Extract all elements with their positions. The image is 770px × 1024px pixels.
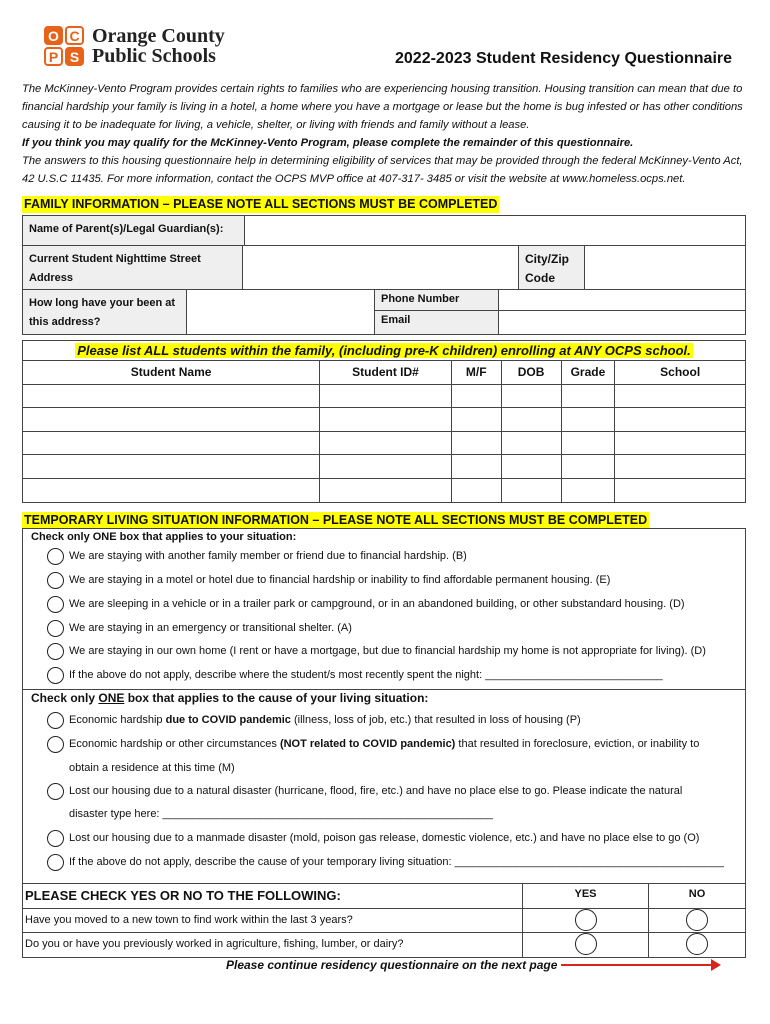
student-row[interactable] — [23, 408, 745, 432]
situation-option[interactable] — [47, 593, 685, 616]
arrow-right-icon — [561, 964, 719, 966]
option-label: We are staying in a motel or hotel due to financial hardship or inability to find affordable permanent housing. (E) — [69, 574, 611, 586]
option-label: Lost our housing due to a natural disaster (hurricane, flood, fire, etc.) and have no place else to go. Please indicate the natural — [69, 785, 683, 797]
option-label: Lost our housing due to a manmade disaster (mold, poison gas release, domestic violence, etc.) and have no place else to go (O) — [69, 832, 700, 844]
phone-email-labels — [375, 290, 499, 334]
students-banner-text: Please list ALL students within the family, (including pre-K children) enrolling at ANY OCPS school. — [77, 343, 691, 358]
logo-letter: C — [65, 26, 84, 45]
howlong-field[interactable] — [187, 290, 375, 334]
col-grade: Grade — [562, 361, 616, 384]
cause-option[interactable] — [47, 827, 699, 850]
cityzip-label: City/Zip Code — [519, 246, 585, 289]
logo-letter: S — [65, 47, 84, 66]
col-school: School — [660, 365, 701, 379]
radio-button[interactable] — [47, 596, 64, 613]
no-radio[interactable] — [686, 909, 708, 931]
no-radio[interactable] — [686, 933, 708, 955]
col-student-id: Student ID# — [320, 361, 452, 384]
yes-no-table — [22, 884, 746, 958]
logo-letter: P — [44, 47, 63, 66]
yes-cell — [523, 933, 649, 957]
phone-email-fields — [499, 290, 745, 334]
yes-no-header — [23, 884, 745, 909]
option-label: Economic hardship or other circumstances (NOT related to COVID pandemic) that resulted in foreclosure, eviction, or inability to — [69, 738, 700, 750]
cause-option[interactable] — [47, 851, 724, 874]
students-table — [22, 340, 746, 503]
intro-qualify-note: If you think you may qualify for the McKinney-Vento Program, please complete the remainder of this questionnaire. — [22, 137, 634, 149]
option-label: If the above do not apply, describe where the student/s most recently spent the night: _____________________________ — [69, 669, 663, 681]
guardian-field[interactable] — [245, 216, 745, 245]
radio-button[interactable] — [47, 830, 64, 847]
logo-line2: Public Schools — [92, 45, 216, 67]
address-label: Current Student Nighttime Street Address — [23, 246, 243, 289]
radio-button[interactable] — [47, 854, 64, 871]
situation-option[interactable] — [47, 569, 610, 592]
intro-paragraph: The McKinney-Vento Program provides certain rights to families who are experiencing housing transition. Housing transition can mean that due to financial hardship your family is living in a hotel, a home where you have a mortgage or lease but the home is bug infested or has other conditions causing it to be inadequate for living, a vehicle, shelter, or living with friends and family without a lease. — [22, 83, 743, 131]
cause-option[interactable] — [47, 709, 581, 732]
address-field[interactable] — [243, 246, 519, 289]
yes-radio[interactable] — [575, 933, 597, 955]
option-label: If the above do not apply, describe the cause of your temporary living situation: ____________________________________________ — [69, 856, 724, 868]
students-banner — [23, 341, 745, 361]
family-section-heading: FAMILY INFORMATION – PLEASE NOTE ALL SECTIONS MUST BE COMPLETED — [24, 197, 498, 211]
yes-no-question: Do you or have you previously worked in agriculture, fishing, lumber, or dairy? — [23, 933, 523, 957]
no-cell — [649, 909, 745, 932]
continue-note — [226, 958, 719, 972]
option-label: We are sleeping in a vehicle or in a trailer park or campground, or in an abandoned building, or other substandard housing. (D) — [69, 598, 685, 610]
yes-cell — [523, 909, 649, 932]
students-header-row — [23, 361, 745, 385]
radio-button[interactable] — [47, 548, 64, 565]
cause-question-emphasis: ONE — [98, 691, 125, 705]
col-student-name: Student Name — [23, 361, 320, 384]
ocps-logo — [44, 26, 225, 66]
page-title: 2022-2023 Student Residency Questionnaire — [395, 50, 733, 67]
cause-question — [31, 691, 428, 705]
situation-option[interactable] — [47, 545, 467, 568]
logo-mark — [44, 26, 84, 66]
cause-option[interactable] — [47, 780, 682, 803]
temporary-living-box — [22, 528, 746, 884]
yes-radio[interactable] — [575, 909, 597, 931]
cause-question-part: box that applies to the cause of your living situation: — [124, 691, 429, 705]
radio-button[interactable] — [47, 783, 64, 800]
radio-button[interactable] — [47, 572, 64, 589]
guardian-label: Name of Parent(s)/Legal Guardian(s): — [23, 216, 245, 245]
no-cell — [649, 933, 745, 957]
radio-button[interactable] — [47, 643, 64, 660]
student-row[interactable] — [23, 455, 745, 479]
radio-button[interactable] — [47, 712, 64, 729]
temporary-section-heading: TEMPORARY LIVING SITUATION INFORMATION – PLEASE NOTE ALL SECTIONS MUST BE COMPLETED — [24, 513, 648, 527]
intro-contact: The answers to this housing questionnaire help in determining eligibility of services that may be provided through the federal McKinney-Vento Act, 42 U.S.C 11435. For more information, contact the OCPS MVP office at 407-317- 3485 or visit the website at www.homeless.ocps.net. — [22, 155, 743, 185]
radio-button[interactable] — [47, 736, 64, 753]
option-label: We are staying in an emergency or transitional shelter. (A) — [69, 622, 352, 634]
radio-button[interactable] — [47, 667, 64, 684]
yes-column-label: YES — [523, 884, 649, 908]
no-column-label: NO — [688, 888, 706, 900]
cause-question-part: Check only — [31, 691, 99, 705]
option-label: Economic hardship due to COVID pandemic (illness, loss of job, etc.) that resulted in loss of housing (P) — [69, 714, 581, 726]
option-label: We are staying with another family member or friend due to financial hardship. (B) — [69, 550, 467, 562]
col-dob: DOB — [502, 361, 562, 384]
option-label: We are staying in our own home (I rent or have a mortgage, but due to financial hardship my home is not appropriate for living). (D) — [69, 645, 706, 657]
radio-button[interactable] — [47, 620, 64, 637]
student-row[interactable] — [23, 479, 745, 503]
family-info-table — [22, 215, 746, 335]
logo-wordmark — [92, 26, 225, 66]
cause-option[interactable] — [47, 733, 699, 756]
situation-question: Check only ONE box that applies to your situation: — [31, 531, 297, 543]
email-label: Email — [381, 314, 411, 326]
situation-option[interactable] — [47, 640, 706, 663]
yes-no-question: Have you moved to a new town to find work within the last 3 years? — [23, 909, 523, 932]
howlong-label: How long have your been at this address? — [23, 290, 187, 334]
logo-line1: Orange County — [92, 25, 225, 47]
situation-option[interactable] — [47, 617, 352, 640]
col-mf: M/F — [452, 361, 502, 384]
logo-letter: O — [44, 26, 63, 45]
intro-text — [22, 80, 752, 188]
phone-field[interactable] — [499, 290, 745, 311]
yes-no-heading: PLEASE CHECK YES OR NO TO THE FOLLOWING: — [23, 884, 523, 908]
yes-no-row — [23, 909, 745, 933]
phone-label: Phone Number — [375, 290, 498, 311]
cityzip-field[interactable] — [585, 246, 745, 289]
option-continuation: obtain a residence at this time (M) — [69, 762, 235, 774]
continue-text: Please continue residency questionnaire on the next page — [226, 958, 558, 972]
email-field[interactable] — [499, 311, 745, 331]
yes-no-row — [23, 933, 745, 957]
section-divider — [23, 689, 745, 690]
disaster-type-line[interactable]: disaster type here: ______________________________________________________ — [69, 808, 493, 820]
student-row[interactable] — [23, 432, 745, 456]
student-row[interactable] — [23, 385, 745, 409]
situation-option[interactable] — [47, 664, 663, 687]
